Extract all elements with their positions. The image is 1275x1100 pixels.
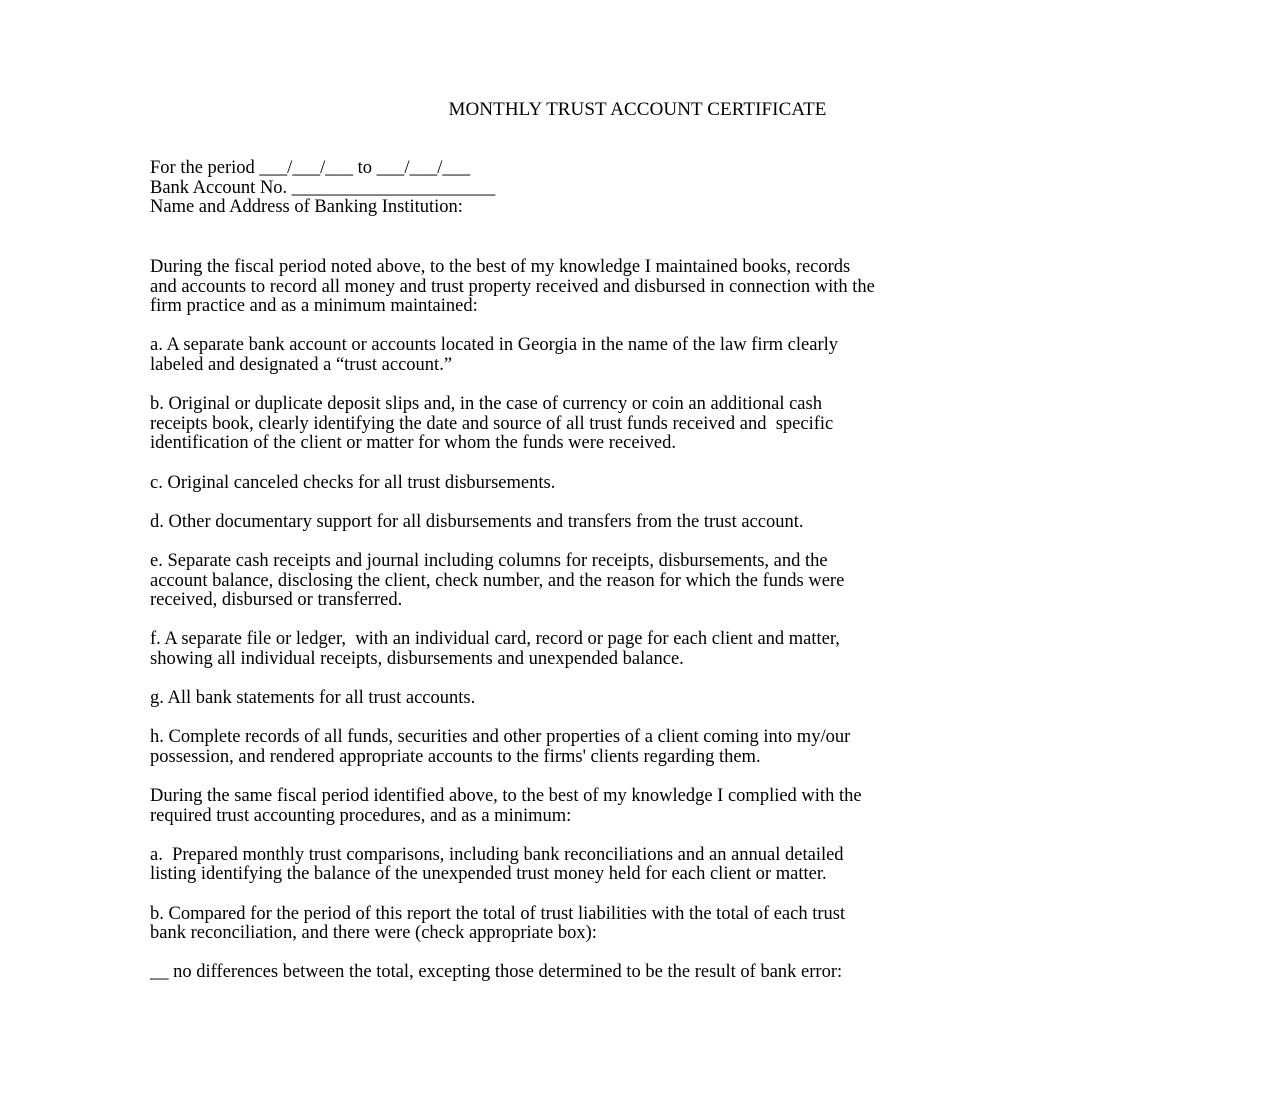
text-line: __ no differences between the total, excepting those determined to be the result of bank error: bbox=[150, 962, 843, 983]
item-d-paragraph bbox=[150, 513, 1140, 533]
text-line: possession, and rendered appropriate accounts to the firms' clients regarding them. bbox=[150, 746, 761, 767]
text-line: required trust accounting procedures, and as a minimum: bbox=[150, 805, 572, 826]
text-line: e. Separate cash receipts and journal including columns for receipts, disbursements, and the bbox=[150, 550, 828, 571]
item-e-paragraph bbox=[150, 552, 1140, 611]
text-line: d. Other documentary support for all disbursements and transfers from the trust account. bbox=[150, 511, 804, 532]
item-g-paragraph bbox=[150, 689, 1140, 709]
text-line: a. Prepared monthly trust comparisons, including bank reconciliations and an annual detailed bbox=[150, 844, 844, 865]
item-h-paragraph bbox=[150, 728, 1140, 767]
text-line: identification of the client or matter for whom the funds were received. bbox=[150, 433, 677, 454]
banking-institution-field-line: Name and Address of Banking Institution: bbox=[150, 197, 463, 218]
text-line: b. Compared for the period of this report the total of trust liabilities with the total of each trust bbox=[150, 903, 846, 924]
no-differences-checkbox-line bbox=[150, 963, 1140, 983]
text-line: bank reconciliation, and there were (check appropriate box): bbox=[150, 923, 597, 944]
text-line: During the fiscal period noted above, to the best of my knowledge I maintained books, records bbox=[150, 257, 851, 277]
item-a-paragraph bbox=[150, 336, 1140, 375]
period-field-line: For the period ___/___/___ to ___/___/___ bbox=[150, 158, 471, 178]
text-line: listing identifying the balance of the unexpended trust money held for each client or matter. bbox=[150, 864, 827, 885]
text-line: c. Original canceled checks for all trust disbursements. bbox=[150, 472, 556, 493]
document-title: MONTHLY TRUST ACCOUNT CERTIFICATE bbox=[448, 99, 827, 120]
procedures-paragraph bbox=[150, 787, 1140, 826]
text-line: b. Original or duplicate deposit slips and, in the case of currency or coin an additional cash bbox=[150, 394, 822, 415]
procedure-b-paragraph bbox=[150, 905, 1140, 944]
procedure-a-paragraph bbox=[150, 846, 1140, 885]
text-line: a. A separate bank account or accounts located in Georgia in the name of the law firm clearly bbox=[150, 335, 838, 356]
text-line: and accounts to record all money and trust property received and disbursed in connection with the bbox=[150, 276, 875, 297]
header-fields bbox=[150, 159, 495, 218]
text-line: labeled and designated a “trust account.” bbox=[150, 354, 453, 375]
text-line: receipts book, clearly identifying the date and source of all trust funds received and specific bbox=[150, 413, 834, 434]
text-line: During the same fiscal period identified above, to the best of my knowledge I complied with the bbox=[150, 786, 862, 807]
text-line: firm practice and as a minimum maintained: bbox=[150, 296, 478, 317]
intro-paragraph bbox=[150, 258, 1140, 317]
text-line: account balance, disclosing the client, check number, and the reason for which the funds were bbox=[150, 570, 845, 591]
text-line: g. All bank statements for all trust accounts. bbox=[150, 688, 476, 709]
text-line: h. Complete records of all funds, securities and other properties of a client coming into my/our bbox=[150, 727, 851, 748]
bank-account-field-line: Bank Account No. ______________________ bbox=[150, 177, 496, 198]
text-line: received, disbursed or transferred. bbox=[150, 590, 403, 611]
text-line: showing all individual receipts, disbursements and unexpended balance. bbox=[150, 648, 684, 669]
item-b-paragraph bbox=[150, 395, 1140, 454]
item-f-paragraph bbox=[150, 630, 1140, 669]
certificate-body bbox=[150, 258, 1140, 1003]
text-line: f. A separate file or ledger, with an individual card, record or page for each client and matter, bbox=[150, 629, 840, 650]
item-c-paragraph bbox=[150, 474, 1140, 494]
